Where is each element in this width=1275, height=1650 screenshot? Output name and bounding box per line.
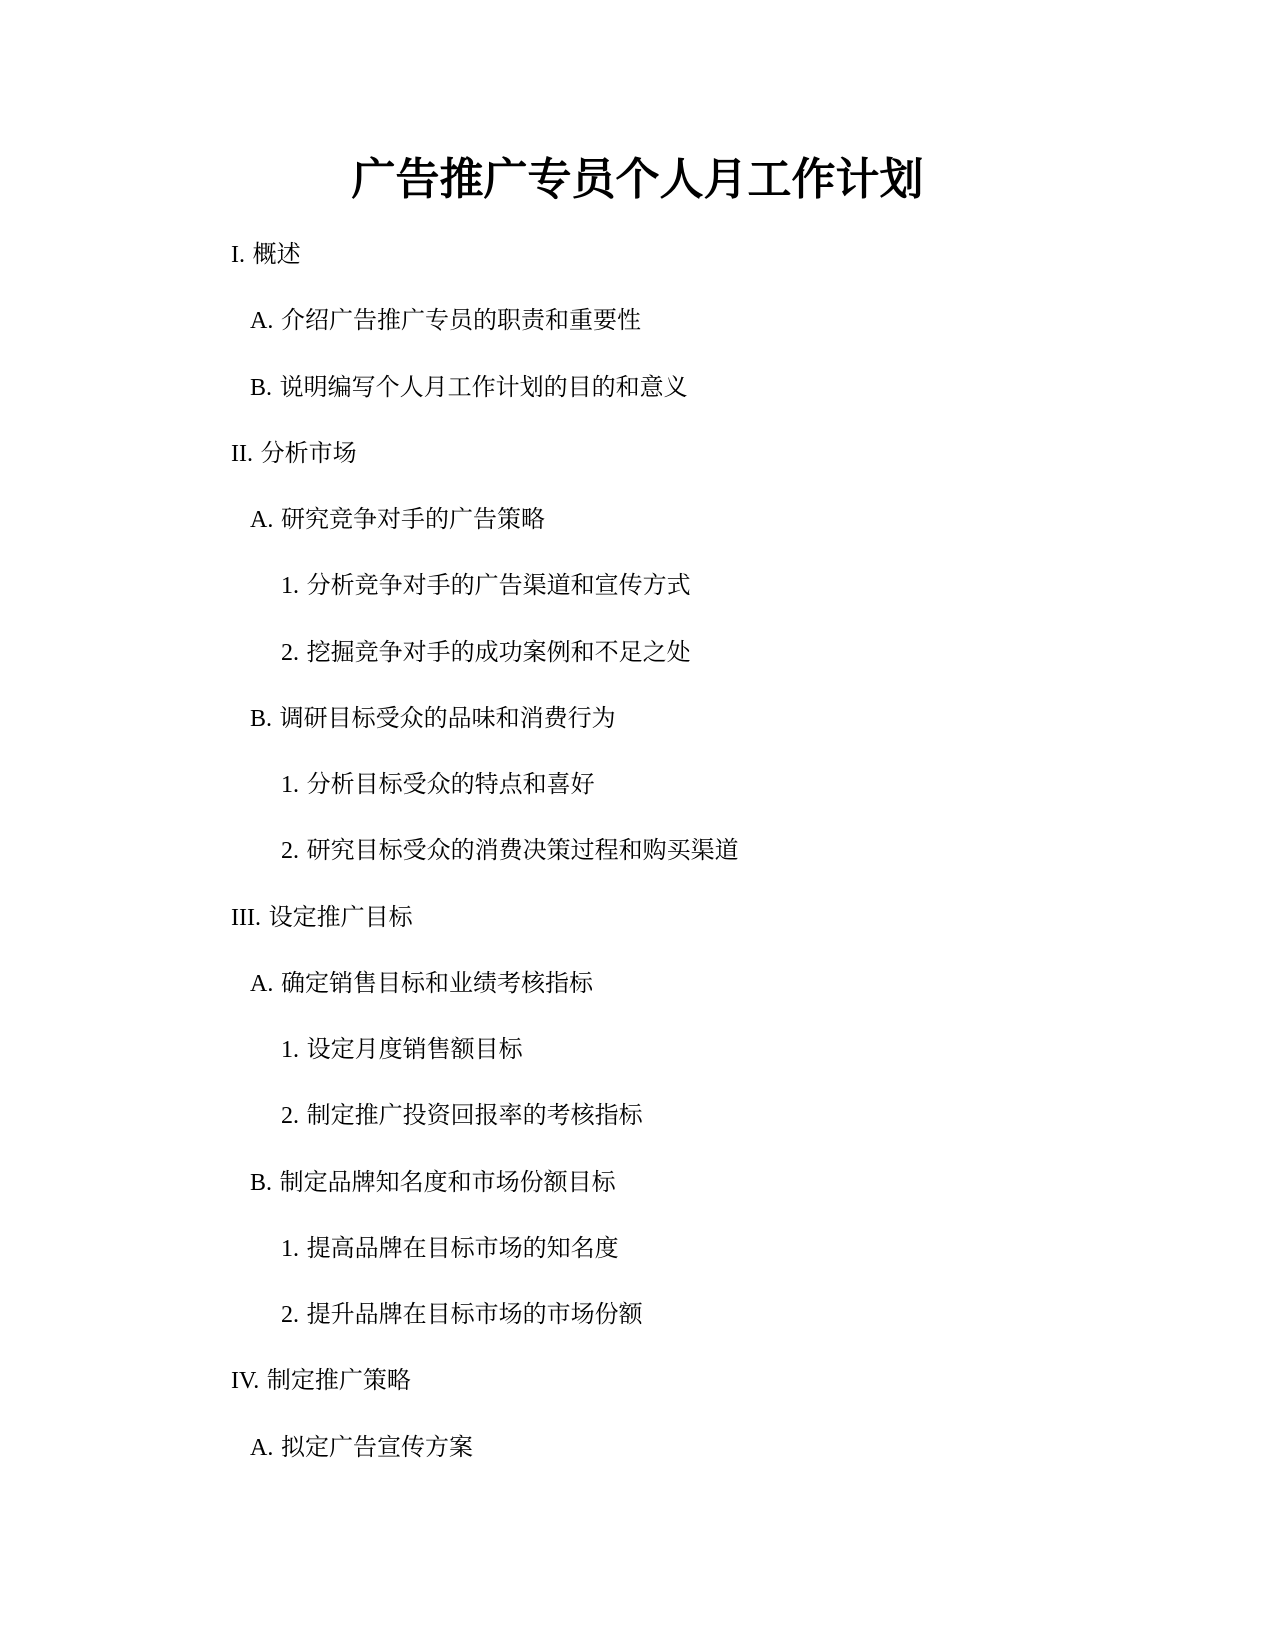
outline-item-marker: A. — [250, 970, 274, 997]
outline-item-text: 制定推广投资回报率的考核指标 — [306, 1101, 643, 1130]
outline-item-text: 研究目标受众的消费决策过程和购买渠道 — [306, 836, 739, 865]
outline-item-level-2 — [0, 1433, 1275, 1499]
page-title: 广告推广专员个人月工作计划 — [351, 154, 924, 205]
outline-item-marker: A. — [250, 308, 274, 335]
outline-item-text: 设定月度销售额目标 — [306, 1035, 523, 1063]
outline-item-level-3 — [0, 638, 1275, 704]
outline-item-marker: 2. — [281, 639, 299, 666]
outline-item-text: 拟定广告宣传方案 — [280, 1432, 473, 1461]
outline-item-marker: 1. — [281, 1235, 299, 1262]
outline-item-level-1 — [0, 439, 1275, 505]
outline-item-text: 调研目标受众的品味和消费行为 — [279, 703, 616, 732]
outline-item-level-2 — [0, 306, 1275, 372]
outline-item-text: 制定推广策略 — [266, 1366, 411, 1395]
outline-item-marker: B. — [250, 374, 273, 401]
outline-item-marker: 2. — [281, 838, 299, 865]
outline-item-text: 设定推广目标 — [268, 902, 413, 931]
outline-item-level-3 — [0, 770, 1275, 836]
outline-item-text: 说明编写个人月工作计划的目的和意义 — [279, 372, 688, 401]
outline-item-marker: I. — [231, 242, 245, 268]
outline-item-level-1 — [0, 240, 1275, 306]
outline-item-text: 提升品牌在目标市场的市场份额 — [306, 1300, 643, 1328]
outline-item-level-3 — [0, 1300, 1275, 1366]
outline-item-text: 研究竞争对手的广告策略 — [280, 505, 545, 533]
outline-item-text: 确定销售目标和业绩考核指标 — [280, 968, 593, 997]
outline-item-level-3 — [0, 1234, 1275, 1300]
outline-item-level-2 — [0, 505, 1275, 571]
outline-item-marker: B. — [250, 1169, 273, 1196]
outline-item-text: 分析市场 — [260, 438, 357, 467]
outline-item-text: 分析竞争对手的广告渠道和宣传方式 — [306, 571, 691, 600]
outline-list — [0, 240, 1275, 1499]
outline-item-marker: B. — [250, 705, 273, 732]
outline-item-text: 分析目标受众的特点和喜好 — [306, 770, 595, 798]
outline-item-text: 制定品牌知名度和市场份额目标 — [279, 1167, 616, 1196]
outline-item-level-3 — [0, 571, 1275, 637]
outline-item-marker: 2. — [281, 1103, 299, 1130]
outline-item-marker: 1. — [281, 772, 299, 798]
outline-item-level-2 — [0, 704, 1275, 770]
outline-item-marker: III. — [231, 904, 261, 931]
outline-item-marker: A. — [250, 507, 274, 533]
outline-item-marker: 1. — [281, 573, 299, 600]
outline-item-level-2 — [0, 969, 1275, 1035]
outline-item-level-2 — [0, 373, 1275, 439]
outline-item-text: 挖掘竞争对手的成功案例和不足之处 — [306, 637, 691, 666]
outline-item-marker: 1. — [281, 1037, 299, 1063]
outline-item-level-2 — [0, 1168, 1275, 1234]
outline-item-text: 概述 — [252, 240, 301, 268]
outline-item-text: 介绍广告推广专员的职责和重要性 — [280, 306, 641, 335]
outline-item-level-1 — [0, 1366, 1275, 1432]
outline-item-level-3 — [0, 836, 1275, 902]
outline-item-level-3 — [0, 1035, 1275, 1101]
outline-item-marker: 2. — [281, 1302, 299, 1328]
outline-item-level-1 — [0, 903, 1275, 969]
outline-item-marker: II. — [231, 440, 253, 467]
outline-item-marker: A. — [250, 1434, 274, 1461]
outline-item-text: 提高品牌在目标市场的知名度 — [306, 1233, 619, 1262]
outline-item-marker: IV. — [231, 1368, 260, 1395]
outline-item-level-3 — [0, 1101, 1275, 1167]
